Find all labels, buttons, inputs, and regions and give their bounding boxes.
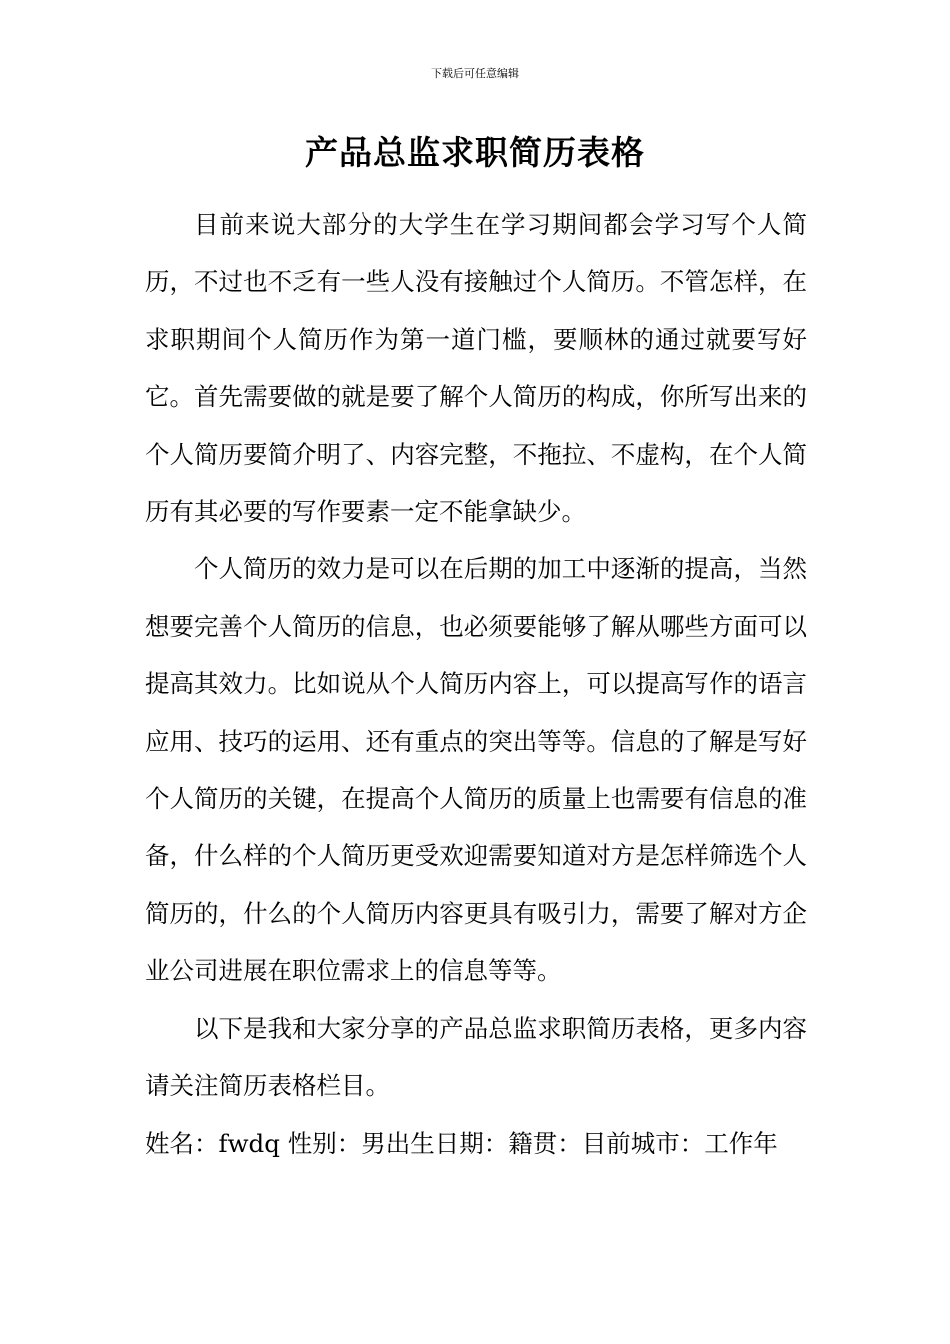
share-paragraph: 以下是我和大家分享的产品总监求职简历表格，更多内容请关注简历表格栏目。 (145, 1013, 807, 1101)
resume-info-line: 姓名：fwdq 性别：男出生日期：籍贯：目前城市：工作年 (145, 1128, 778, 1158)
header-note: 下载后可任意编辑 (431, 67, 519, 80)
document-title: 产品总监求职简历表格 (305, 133, 645, 172)
document-body (145, 196, 807, 1172)
effectiveness-paragraph: 个人简历的效力是可以在后期的加工中逐渐的提高，当然想要完善个人简历的信息，也必须要能够了解从哪些方面可以提高其效力。比如说从个人简历内容上，可以提高写作的语言应用、技巧的运用、还有重点的突出等等。信息的了解是写好个人简历的关键，在提高个人简历的质量上也需要有信息的准备，什么样的个人简历更受欢迎需要知道对方是怎样筛选个人简历的，什么的个人简历内容更具有吸引力，需要了解对方企业公司进展在职位需求上的信息等等。 (145, 554, 807, 986)
intro-paragraph: 目前来说大部分的大学生在学习期间都会学习写个人简历，不过也不乏有一些人没有接触过个人简历。不管怎样，在求职期间个人简历作为第一道门槛，要顺林的通过就要写好它。首先需要做的就是要了解个人简历的构成，你所写出来的个人简历要简介明了、内容完整，不拖拉、不虚构，在个人简历有其必要的写作要素一定不能拿缺少。 (145, 210, 807, 527)
